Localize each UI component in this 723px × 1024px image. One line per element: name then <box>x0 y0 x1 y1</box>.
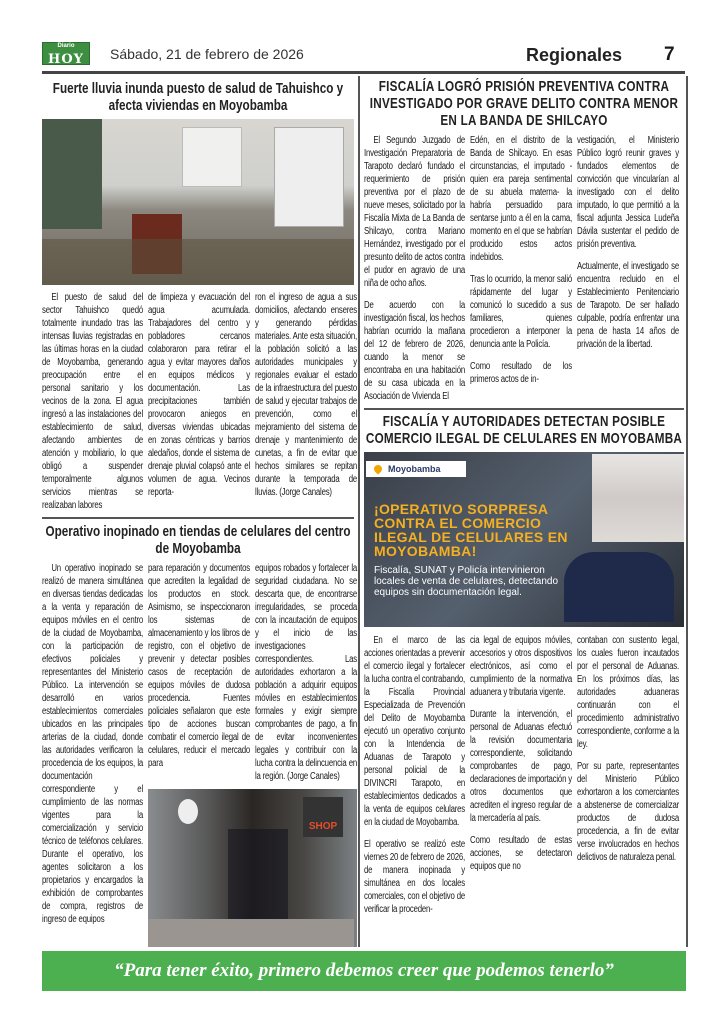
poster-subtitle: Fiscalía, SUNAT y Policía intervinieron locales de venta de celulares, detectando equipos sin documentación legal. <box>374 565 559 598</box>
flooded-clinic-photo <box>42 119 354 285</box>
article-column: para reparación y documentos que acrediten la legalidad de los productos en stock. Asimismo, se inspeccionaron los sistemas de almacenamiento y los libros de registro, con el objetivo de prevenir y detectar posibles casos de receptación de equipos móviles de dudosa procedencia. Fuentes policiales señalaron que este tipo de acciones buscan combatir el comercio ilegal de celulares, reducir el mercado para <box>148 563 250 769</box>
article-body <box>42 562 357 947</box>
article-body <box>364 134 684 403</box>
footer-quote-banner: “Para tener éxito, primero debemos creer que podemos tenerlo” <box>42 951 686 991</box>
page-body <box>42 76 688 947</box>
article-column: de limpieza y evacuación del agua acumulada. Trabajadores del centro y pobladores cercanos colaboraron para retirar el agua y evitar mayores daños en equipos médicos y documentación. Las precipitaciones también provocaron aniegos en diversas viviendas ubicadas en zonas céntricas y barrios aledaños, donde el sistema de drenaje pluvial colapsó ante el volumen de agua. Vecinos reporta- <box>148 292 250 498</box>
shop-sign: SHOP <box>303 797 343 837</box>
article-column: El puesto de salud del sector Tahuishco quedó totalmente inundado tras las intensas lluvias registradas en las últimas horas en la ciudad de Moyobamba, generando preocupación entre el personal sanitario y los vecinos de la zona. El agua ingresó a las instalaciones del establecimiento de salud, afectando ambientes de atención y mobiliario, lo que obligó a suspender temporalmente algunos servicios mientras se realizaban labores <box>42 292 143 511</box>
logo: Diario HOY <box>42 42 90 65</box>
article-column: equipos robados y fortalecer la seguridad ciudadana. No se descarta que, de encontrarse irregularidades, se proceda con la incautación de equipos y el inicio de las investigaciones correspondientes. Las autoridades exhortaron a la población a adquirir equipos móviles en establecimientos formales y exigir siempre comprobantes de pago, a fin de evitar inconvenientes legales y contribuir con la lucha contra la delincuencia en la región. (Jorge Canales) <box>255 563 357 782</box>
article-column: En el marco de las acciones orientadas a prevenir el comercio ilegal y fortalecer la lucha contra el contrabando, la Fiscalía Provincial Especializada de Prevención del Delito de Moyobamba ejecutó un operativo conjunto con la Intendencia de Aduanas de Tarapoto y personal policial de la DIVINCRI Tarapoto, en establecimientos dedicados a la venta de equipos celulares en la ciudad de Moyobamba. El operativo se realizó este viernes 20 de febrero de 2026, de manera inopinada y simultánea en dos locales comerciales, con el objetivo de verificar la proceden- <box>364 635 465 915</box>
page-number: 7 <box>664 44 675 65</box>
article-title: Fuerte lluvia inunda puesto de salud de Tahuishco y afecta viviendas en Moyobamba <box>52 80 344 114</box>
article-column: vestigación, el Ministerio Público logró reunir graves y fundados elementos de convicción que vincularían al investigado con el delito imputado, lo que permitió a la fiscal adjunta Jessica Ludeña Dávila sustentar el pedido de prisión preventiva. Actualmente, el investigado se encuentra recluido en el Establecimiento Penitenciario de Tarapoto. De ser hallado culpable, podría enfrentar una pena de hasta 14 años de privación de la libertad. <box>577 135 679 350</box>
article-body <box>364 634 684 916</box>
article-body <box>42 291 357 512</box>
article-divider <box>364 408 684 410</box>
seized-phones-photo <box>592 454 684 542</box>
article-column: El Segundo Juzgado de Investigación Preparatoria de Tarapoto declaró fundado el requerimiento de prisión preventiva por el plazo de nueve meses, solicitado por la Fiscalía Mixta de La Banda de Shilcayo, contra Mariano Hernández, investigado por el presunto delito de actos contra el pudor en agravio de una niña de ocho años. De acuerdo con la investigación fiscal, los hechos habrían ocurrido la mañana del 12 de febrero de 2026, cuando la menor se encontraba en una habitación de su casa ubicada en la Asociación de Vivienda El <box>364 135 465 402</box>
article-column: Edén, en el distrito de la Banda de Shilcayo. En esas circunstancias, el imputado -quien era pareja sentimental de su abuela materna- la habría persuadido para sentarse junto a él en la cama, momento en el que se habrían producido estos actos indebidos. Tras lo ocurrido, la menor salió rápidamente del lugar y comunicó lo sucedido a sus familiares, quienes procedieron a interponer la denuncia ante la Policía. Como resultado de los primeros actos de in- <box>470 135 572 385</box>
phone-shop-photo <box>148 789 357 947</box>
header-rule <box>42 71 685 74</box>
section-name: Regionales <box>526 45 623 65</box>
poster-headline: ¡OPERATIVO SORPRESA CONTRA EL COMERCIO ILEGAL DE CELULARES EN MOYOBAMBA! <box>374 501 568 559</box>
article-column: ron el ingreso de agua a sus domicilios, afectando enseres y generando pérdidas materiales. Ante esta situación, la población solicitó a las autoridades municipales y regionales evaluar el estado de la infraestructura del puesto de salud y ejecutar trabajos de prevención, como el mejoramiento del sistema de drenaje y mantenimiento de cunetas, a fin de evitar que hechos similares se repitan durante la temporada de lluvias. (Jorge Canales) <box>255 292 357 498</box>
article-column: contaban con sustento legal, los cuales fueron incautados por el personal de Aduanas. En los próximos días, las autoridades aduaneras continuarán con el procedimiento administrativo correspondiente, conforme a la ley. Por su parte, representantes del Ministerio Público exhortaron a los comerciantes a abstenerse de comercializar productos de dudosa procedencia, a fin de evitar verse involucrados en hechos delictivos de naturaleza penal. <box>577 635 679 863</box>
page-header <box>0 0 723 76</box>
article-title: Operativo inopinado en tiendas de celulares del centro de Moyobamba <box>45 523 351 557</box>
issue-date: Sábado, 21 de febrero de 2026 <box>110 46 304 62</box>
left-section <box>42 76 360 947</box>
location-pin-icon <box>372 463 383 474</box>
article-divider <box>42 517 354 519</box>
article-column: Un operativo inopinado se realizó de manera simultánea en diversas tiendas dedicadas a la venta y reparación de equipos móviles en el centro de la ciudad de Moyobamba, con la participación de efectivos policiales y representantes del Ministerio Público. La intervención se desarrolló en varios establecimientos comerciales ubicados en las principales arterias de la ciudad, donde las autoridades verificaron la procedencia de los equipos, la documentación correspondiente y el cumplimiento de las normas vigentes para la comercialización y servicio técnico de teléfonos celulares. Durante el operativo, los agentes solicitaron a los propietarios y encargados la exhibición de comprobantes de compra, registros de ingreso de equipos <box>42 563 143 925</box>
location-tag: Moyobamba <box>366 461 466 477</box>
article-column: cia legal de equipos móviles, accesorios y otros dispositivos electrónicos, así como el cumplimiento de la normativa aduanera y tributaria vigente. Durante la intervención, el personal de Aduanas efectuó la revisión documentaria correspondiente, solicitando comprobantes de pago, declaraciones de importación y otros documentos que acrediten el ingreso regular de la mercadería al país. Como resultado de estas acciones, se detectaron equipos que no <box>470 635 572 872</box>
article-title: FISCALÍA LOGRÓ PRISIÓN PREVENTIVA CONTRA INVESTIGADO POR GRAVE DELITO CONTRA MENOR EN LA BANDA DE SHILCAYO <box>369 78 679 129</box>
operation-poster <box>364 452 684 627</box>
article-title: FISCALÍA Y AUTORIDADES DETECTAN POSIBLE COMERCIO ILEGAL DE CELULARES EN MOYOBAMBA <box>365 413 683 447</box>
right-section <box>360 76 688 947</box>
